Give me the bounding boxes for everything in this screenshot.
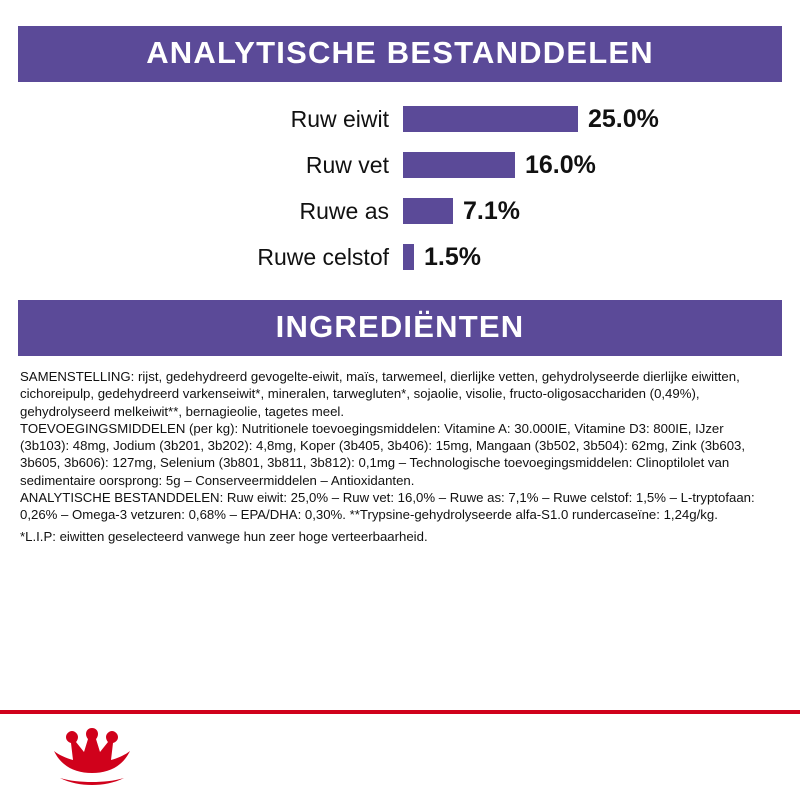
chart-row	[18, 188, 782, 234]
chart-value-label: 16.0%	[525, 150, 596, 179]
chart-bar-track	[403, 105, 782, 134]
chart-category-label: Ruwe as	[299, 197, 389, 224]
composition-line-samenstelling: SAMENSTELLING: rijst, gedehydreerd gevogelte-eiwit, maïs, tarwemeel, dierlijke vetten, gehydrolyseerde dierlijke eiwitten, cichoreipulp, gedehydreerd varkenseiwit*, mineralen, tarwegluten*, sojaolie, visolie, fructo-oligosacchariden (0,49%), gehydrolyseerd melkeiwit**, bernagieolie, tagetes meel.	[20, 369, 740, 419]
chart-category-label: Ruwe celstof	[257, 243, 389, 270]
chart-value-label: 7.1%	[463, 196, 520, 225]
chart-bar	[403, 106, 578, 132]
composition-line-toevoegingsmiddelen: TOEVOEGINGSMIDDELEN (per kg): Nutritionele toevoegingsmiddelen: Vitamine A: 30.000IE, Vitamine D3: 800IE, IJzer (3b103): 48mg, Jodium (3b201, 3b202): 4,8mg, Koper (3b405, 3b406): 15mg, Mangaan (3b502, 3b504): 62mg, Zink (3b603, 3b605, 3b606): 127mg, Selenium (3b801, 3b811, 3b812): 0,1mg – Technologische toevoegingsmiddelen: Clinoptilolet van sedimentaire oorsprong: 5g – Conserveermiddelen – Antioxidanten.	[20, 420, 746, 488]
chart-category-label: Ruw vet	[305, 151, 389, 178]
chart-bar	[403, 198, 453, 224]
section-header-analytical-constituents: ANALYTISCHE BESTANDDELEN	[18, 26, 782, 82]
chart-bar-track	[403, 197, 782, 226]
brand-footer-band	[0, 710, 800, 800]
chart-value-label: 25.0%	[588, 104, 659, 133]
chart-category-label: Ruw eiwit	[290, 105, 389, 132]
chart-row	[18, 234, 782, 280]
chart-value-label: 1.5%	[424, 242, 481, 271]
analytical-constituents-chart	[18, 96, 782, 280]
composition-text-block	[20, 368, 776, 545]
chart-bar	[403, 244, 414, 270]
chart-row	[18, 96, 782, 142]
chart-bar-track	[403, 151, 782, 180]
chart-bar-track	[403, 243, 782, 272]
chart-row	[18, 142, 782, 188]
section-header-ingredients: INGREDIËNTEN	[18, 300, 782, 356]
composition-line-analytische-bestanddelen: ANALYTISCHE BESTANDDELEN: Ruw eiwit: 25,0% – Ruw vet: 16,0% – Ruwe as: 7,1% – Ruwe celstof: 1,5% – L-tryptofaan: 0,26% – Omega-3 vetzuren: 0,68% – EPA/DHA: 0,30%. **Trypsine-gehydrolyseerde alfa-S1.0 rundercaseïne: 1,24g/kg.	[20, 489, 755, 523]
chart-bar	[403, 152, 515, 178]
royal-canin-crown-logo	[46, 726, 138, 788]
composition-footnote: *L.I.P: eiwitten geselecteerd vanwege hun zeer hoge verteerbaarheid.	[20, 528, 428, 544]
